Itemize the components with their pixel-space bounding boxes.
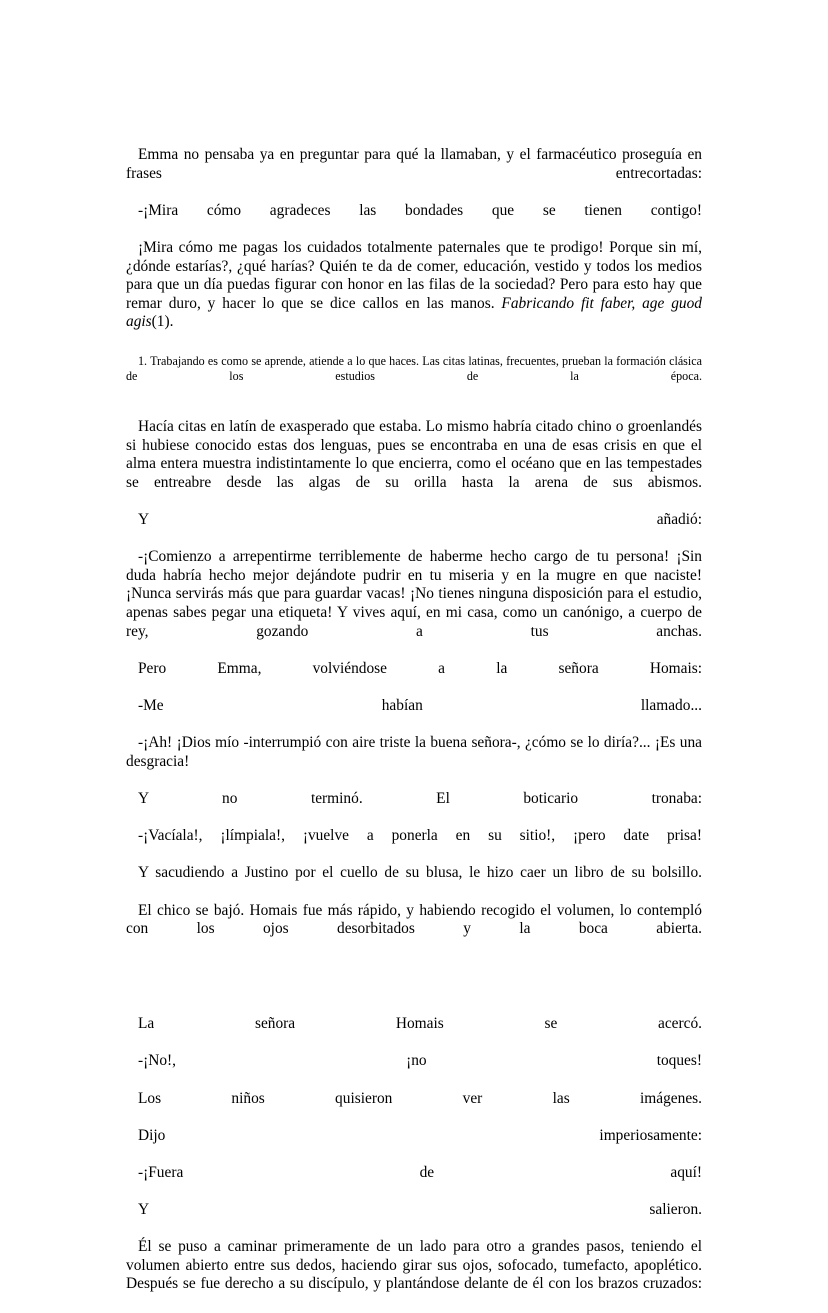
paragraph: [126, 660, 702, 697]
paragraph-text: Pero Emma, volviéndose a la señora Homais:: [138, 659, 702, 677]
paragraph: [126, 997, 702, 1016]
paragraph-text: Y sacudiendo a Justino por el cuello de su blusa, le hizo caer un libro de su bolsillo.: [138, 864, 702, 882]
paragraph-text: Dijo imperiosamente:: [138, 1126, 702, 1144]
paragraph-text: -¡No!, ¡no toques!: [138, 1052, 702, 1070]
paragraph: [126, 697, 702, 734]
footnote-text: 1. Trabajando es como se aprende, atiende a lo que haces. Las citas latinas, frecuentes, prueban la formación clásica de los estudios de la época.: [126, 353, 702, 383]
paragraph-last: [126, 1238, 702, 1312]
paragraph: [126, 864, 702, 901]
paragraph: [126, 202, 702, 239]
paragraph-text-lead: ¡Mira cómo me pagas los cuidados totalmente paternales que te prodigo! Porque sin mí, ¿dónde estarías?, ¿qué harías? Quién te da de comer, educación, vestido y todos los medios para que un día puedas figurar con honor en las filas de la sociedad? Pero para esto hay que remar duro, y hacer lo que se dice callos en las manos.: [126, 238, 702, 312]
paragraph-text: Él se puso a caminar primeramente de un lado para otro a grandes pasos, teniendo el volumen abierto entre sus dedos, haciendo girar sus ojos, sofocado, tumefacto, apoplético. Después se fue derecho a su discípulo, y plantándose delante de él con los brazos cruzados:: [126, 1238, 702, 1293]
paragraph: [126, 902, 702, 958]
paragraph: [126, 418, 702, 511]
paragraph-text: -¡Ah! ¡Dios mío -interrumpió con aire triste la buena señora-, ¿cómo se lo diría?... ¡Es una desgracia!: [126, 734, 702, 770]
paragraph: [126, 146, 702, 202]
paragraph-text: Y salieron.: [138, 1201, 702, 1219]
paragraph: [126, 734, 702, 790]
paragraph: [126, 790, 702, 827]
latin-quote-italic: Fabricando fit faber, age guod agis: [126, 294, 702, 331]
spacer: [126, 399, 702, 418]
paragraph: [126, 1164, 702, 1201]
paragraph: [126, 1090, 702, 1127]
paragraph: [126, 1201, 702, 1238]
footnote-marker-1: (1).: [151, 313, 174, 331]
paragraph-text: Emma no pensaba ya en preguntar para qué la llamaban, y el farmacéutico proseguía en frases entrecortadas:: [126, 146, 702, 182]
paragraph-text: El chico se bajó. Homais fue más rápido, y habiendo recogido el volumen, lo contempló con los ojos desorbitados y la boca abierta.: [126, 901, 702, 938]
footnote-1: [126, 354, 702, 400]
footnote-2: [126, 960, 702, 975]
text-column: [126, 146, 702, 1313]
paragraph-text: -¡Comienzo a arrepentirme terriblemente de haberme hecho cargo de tu persona! ¡Sin duda habría hecho mejor dejándote pudrir en tu miseria y en la mugre en que naciste! ¡Nunca servirás más que para guardar vacas! ¡No tienes ninguna disposición para el estudio, apenas sabes pegar una etiqueta! Y vives aquí, en mi casa, como un canónigo, a cuerpo de rey, gozando a tus anchas.: [126, 548, 702, 640]
paragraph-text: Y no terminó. El boticario tronaba:: [138, 790, 702, 808]
paragraph-text: -¡Vacíala!, ¡límpiala!, ¡vuelve a ponerla en su sitio!, ¡pero date prisa!: [138, 827, 702, 845]
paragraph-text: -¡Mira cómo agradeces las bondades que se tienen contigo!: [138, 201, 702, 219]
paragraph: [126, 511, 702, 548]
spacer: [126, 976, 702, 997]
paragraph-text: Y añadió:: [138, 511, 702, 529]
paragraph-text: Los niños quisieron ver las imágenes.: [138, 1089, 702, 1107]
paragraph-text: Hacía citas en latín de exasperado que estaba. Lo mismo habría citado chino o groenlandés si hubiese conocido estas dos lenguas, pues se encontraba en una de esas crisis en que el alma entera muestra indistintamente lo que encierra, como el océano que en las tempestades se entreabre desde las algas de su orilla hasta la arena de sus abismos.: [126, 418, 702, 491]
paragraph: [126, 1127, 702, 1164]
paragraph: [126, 1015, 702, 1052]
paragraph-text: -¡Fuera de aquí!: [138, 1163, 702, 1181]
paragraph: [126, 827, 702, 864]
paragraph-text: -Me habían llamado...: [138, 697, 702, 715]
paragraph: [126, 548, 702, 660]
paragraph: [126, 1052, 702, 1089]
paragraph-text: La señora Homais se acercó.: [138, 1015, 702, 1033]
paragraph-with-latin-quote: [126, 239, 702, 351]
